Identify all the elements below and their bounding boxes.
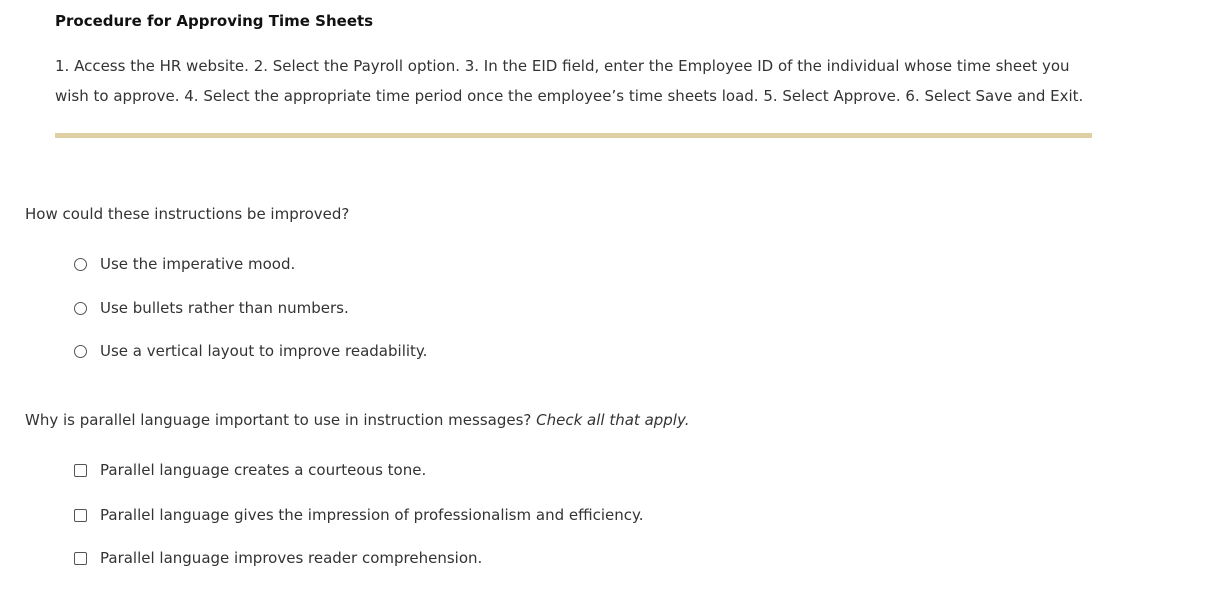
checkbox[interactable] (74, 464, 87, 477)
question-2-text: Why is parallel language important to use in instruction messages? (25, 411, 532, 429)
procedure-divider (55, 133, 1092, 138)
checkbox-option-professionalism[interactable] (74, 504, 644, 526)
radio-option-bullets[interactable] (74, 297, 349, 319)
checkbox[interactable] (74, 552, 87, 565)
radio-option-label: Use bullets rather than numbers. (100, 299, 349, 317)
radio-button[interactable] (74, 258, 87, 271)
question-2-instruction: Check all that apply. (536, 411, 690, 429)
radio-button[interactable] (74, 345, 87, 358)
procedure-text: 1. Access the HR website. 2. Select the Payroll option. 3. In the EID field, enter the Employee ID of the individual whose time sheet you wish to approve. 4. Select the appropriate time period once the employee’s time sheets load. 5. Select Approve. 6. Select Save and Exit. (55, 57, 1084, 105)
checkbox-option-label: Parallel language gives the impression of professionalism and efficiency. (100, 506, 644, 524)
checkbox-option-label: Parallel language creates a courteous tone. (100, 461, 427, 479)
checkbox-option-comprehension[interactable] (74, 547, 482, 569)
radio-option-label: Use a vertical layout to improve readability. (100, 342, 428, 360)
radio-option-label: Use the imperative mood. (100, 255, 296, 273)
radio-option-imperative-mood[interactable] (74, 253, 295, 275)
question-1-text: How could these instructions be improved? (25, 205, 350, 223)
checkbox-option-label: Parallel language improves reader comprehension. (100, 549, 483, 567)
question-2-prompt (25, 411, 689, 429)
procedure-title: Procedure for Approving Time Sheets (55, 12, 374, 30)
checkbox-option-courteous-tone[interactable] (74, 459, 426, 481)
radio-option-vertical-layout[interactable] (74, 340, 427, 362)
checkbox[interactable] (74, 509, 87, 522)
question-1-prompt (25, 205, 349, 223)
radio-button[interactable] (74, 302, 87, 315)
